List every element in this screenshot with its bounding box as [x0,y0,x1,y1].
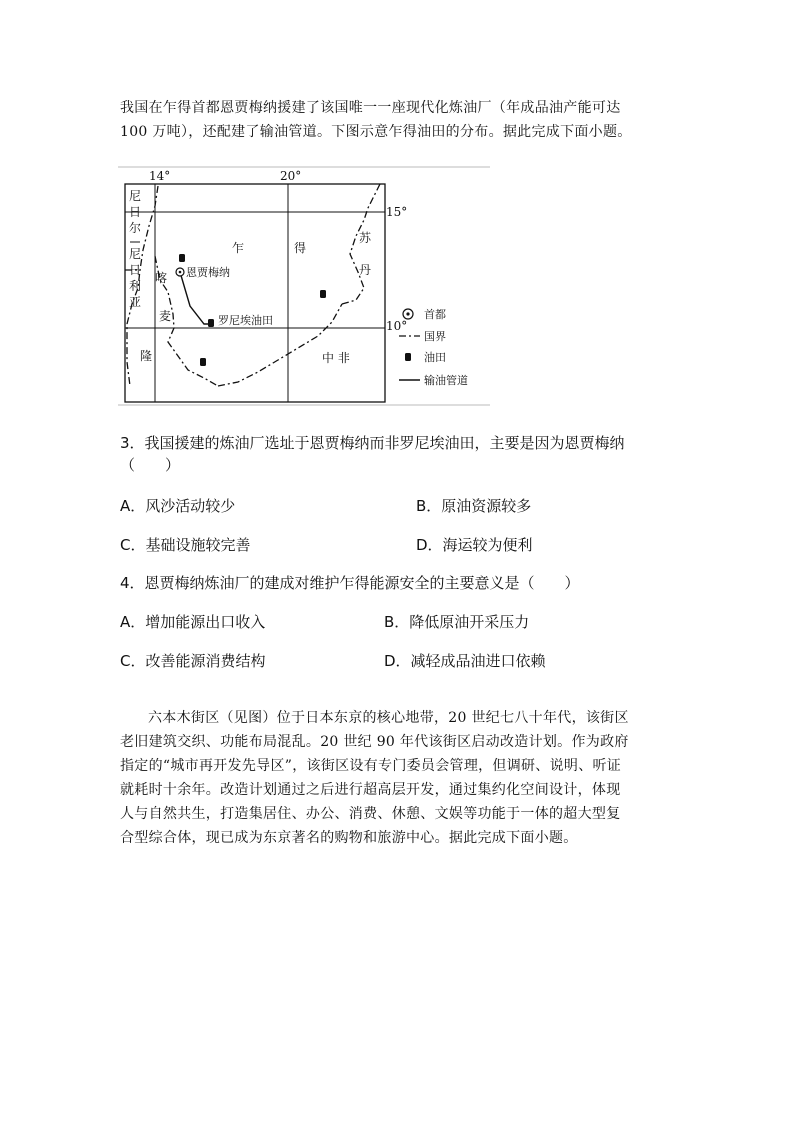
lon-20-label: 20° [280,169,302,183]
svg-text:日: 日 [129,263,142,277]
q4-option-a: A．增加能源出口收入 [120,613,266,631]
q3-option-a: A．风沙活动较少 [120,497,236,515]
svg-text:尔: 尔 [129,221,142,235]
q3-option-b: B．原油资源较多 [416,497,532,515]
intro2-line5: 人与自然共生，打造集居住、办公、消费、休憩、文娱等功能于一体的超大型复 [120,806,621,822]
intro2-line4: 就耗时十余年。改造计划通过之后进行超高层开发，通过集约化空间设计，体现 [120,782,621,798]
legend-pipeline-label: 输油管道 [424,374,468,387]
oilfield-icon [208,319,214,327]
svg-text:丹: 丹 [359,263,372,277]
map-svg [118,164,492,408]
intro2-line6: 合型综合体，现已成为东京著名的购物和旅游中心。据此完成下面小题。 [120,830,578,846]
svg-text:喀: 喀 [155,271,168,285]
intro-paragraph-1 [120,96,680,144]
legend-border-label: 国界 [424,330,446,343]
oil-pipeline [180,272,212,324]
intro1-line1: 我国在乍得首都恩贾梅纳援建了该国唯一一座现代化炼油厂（年成品油产能可达 [120,100,621,116]
q4-option-b: B．降低原油开采压力 [384,613,530,631]
intro2-line3: 指定的“城市再开发先导区”，该街区设有专门委员会管理，但调研、说明、听证 [120,758,622,774]
doba-oilfield-label: 罗尼埃油田 [218,314,273,327]
svg-text:苏: 苏 [359,231,372,245]
car-label: 中 非 [322,351,350,365]
legend-capital-icon-dot [406,312,409,315]
svg-text:隆: 隆 [140,349,153,363]
svg-text:麦: 麦 [159,309,172,323]
intro1-line2: 100 万吨），还配建了输油管道。下图示意乍得油田的分布。据此完成下面小题。 [120,124,632,140]
map-legend [399,307,468,387]
chad-label-2: 得 [294,241,307,255]
oilfield-icon [200,358,206,366]
ndjamena-label: 恩贾梅纳 [186,266,230,279]
capital-icon-dot [179,271,182,274]
svg-text:日: 日 [129,205,142,219]
q4-option-c: C．改善能源消费结构 [120,652,266,670]
svg-text:利: 利 [129,279,142,293]
q3-option-c: C．基础设施较完善 [120,536,251,554]
chad-label-1: 乍 [232,241,245,255]
intro2-line2: 老旧建筑交织、功能布局混乱。20 世纪 90 年代该街区启动改造计划。作为政府 [120,734,629,750]
question-3-stem: 3．我国援建的炼油厂选址于恩贾梅纳而非罗尼埃油田，主要是因为恩贾梅纳 [120,434,625,452]
question-4-stem: 4．恩贾梅纳炼油厂的建成对维护乍得能源安全的主要意义是（ ） [120,574,580,592]
legend-capital-label: 首都 [424,308,446,321]
legend-oilfield-icon [405,353,411,361]
intro-paragraph-2 [120,706,680,850]
svg-text:亚: 亚 [129,295,142,309]
chad-oilfield-map [118,164,492,408]
q3-option-d: D．海运较为便利 [416,536,533,554]
map-frame [125,184,385,402]
sudan-label [359,231,372,277]
lat-10-label: 10° [386,319,408,333]
svg-text:尼: 尼 [129,189,142,203]
niger-label [129,189,141,235]
question-3-paren: （ ） [120,456,181,474]
oilfield-icon [320,290,326,298]
legend-oilfield-label: 油田 [424,351,446,364]
lon-14-label: 14° [149,169,171,183]
cameroon-label [140,270,171,363]
lat-15-label: 15° [386,205,408,219]
q4-option-d: D．减轻成品油进口依赖 [384,652,546,670]
oilfield-icon [179,254,185,262]
intro2-line1: 六本木街区（见图）位于日本东京的核心地带，20 世纪七八十年代，该街区 [148,710,629,726]
svg-text:尼: 尼 [129,247,142,261]
